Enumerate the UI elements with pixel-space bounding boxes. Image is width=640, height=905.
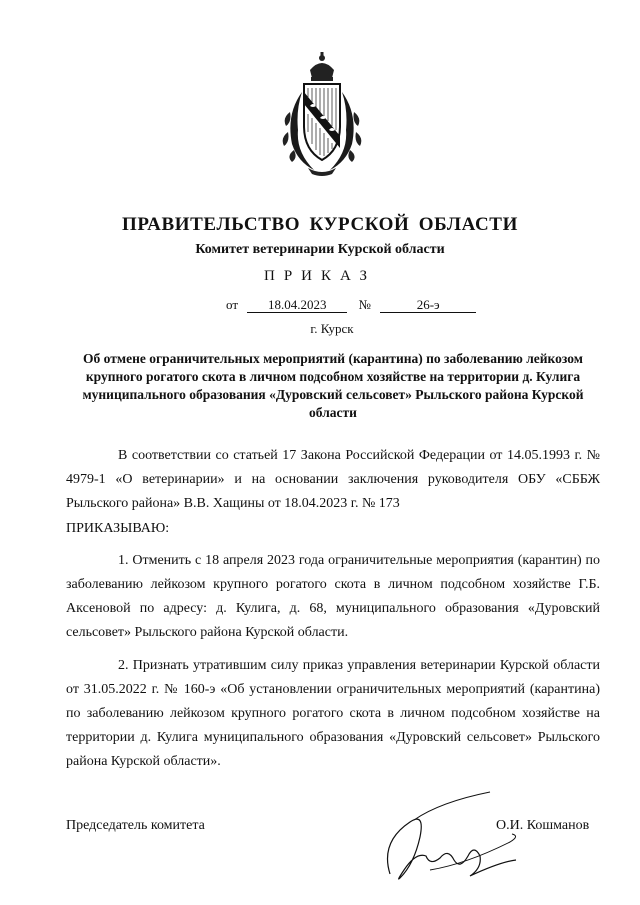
kursk-coat-of-arms-icon: [280, 52, 364, 178]
signatory-name: О.И. Кошманов: [496, 818, 590, 833]
document-title: Об отмене ограничительных мероприятий (карантина) по заболеванию лейкозом крупного рогатого скота в личном подсобном хозяйстве на территории д. Кулига муниципального образования «Дуровский сельсовет» Рыльского района Курской области: [82, 351, 584, 420]
order-date-number-line: [226, 297, 476, 313]
handwritten-signature: [370, 782, 520, 892]
committee-name: Комитет ветеринарии Курской области: [195, 242, 445, 257]
number-prefix: №: [358, 297, 371, 312]
order-date: 18.04.2023: [247, 298, 347, 313]
document-type: ПРИКАЗ: [264, 268, 376, 284]
order-command: ПРИКАЗЫВАЮ:: [66, 520, 170, 536]
order-item-2: 2. Признать утратившим силу приказ управления ветеринарии Курской области от 31.05.2022 г. № 160-э «Об установлении ограничительных мероприятий (карантина) по заболеванию лейкозом крупного рогатого скота в личном подсобном хозяйстве на территории д. Кулига муниципального образования «Дуровский сельсовет» Рыльского района Курской области».: [66, 657, 600, 770]
government-title: ПРАВИТЕЛЬСТВО КУРСКОЙ ОБЛАСТИ: [122, 214, 518, 235]
city: г. Курск: [310, 321, 354, 336]
order-item-1: 1. Отменить с 18 апреля 2023 года ограничительные мероприятия (карантин) по заболеванию лейкозом крупного рогатого скота в личном подсобном хозяйстве Г.Б. Аксеновой по адресу: д. Кулига, д. 68, муниципального образования «Дуровский сельсовет» Рыльского района Курской области.: [66, 552, 600, 641]
signatory-position: Председатель комитета: [66, 818, 205, 833]
document-body: [66, 444, 600, 775]
order-number: 26-э: [380, 298, 476, 313]
preamble-paragraph: В соответствии со статьей 17 Закона Российской Федерации от 14.05.1993 г. № 4979-1 «О ветеринарии» и на основании заключения руководителя ОБУ «СББЖ Рыльского района» В.В. Хащины от 18.04.2023 г. № 173: [66, 448, 600, 512]
date-prefix: от: [226, 297, 239, 312]
